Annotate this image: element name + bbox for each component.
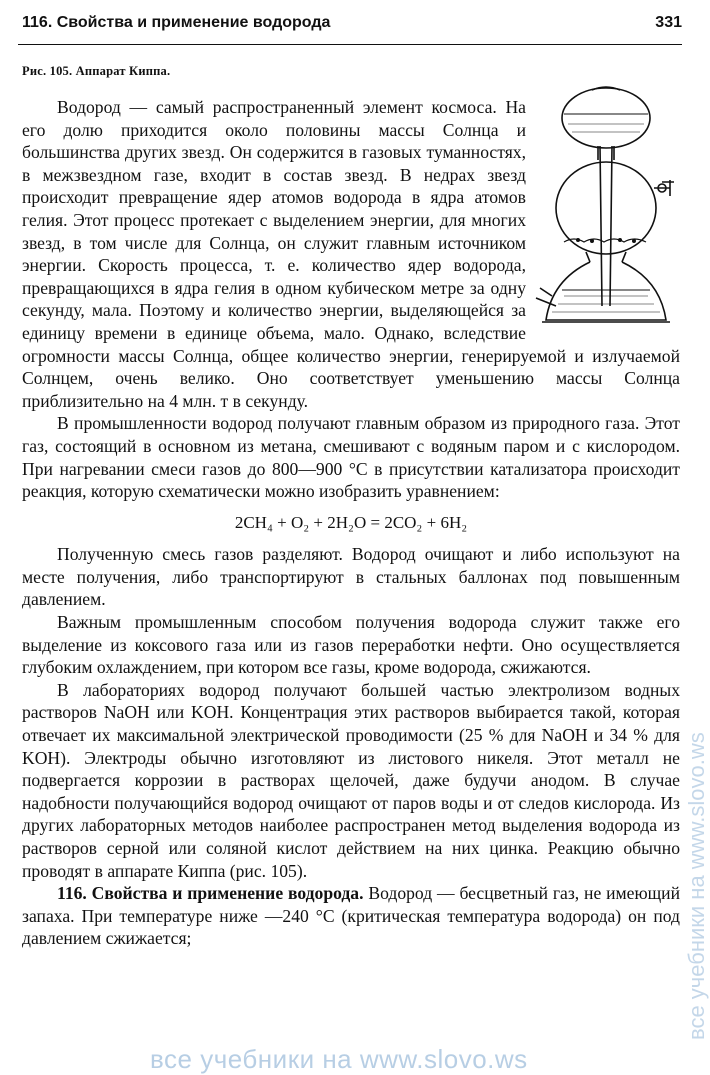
paragraph-2: В промышленности водород получают главным образом из природного газа. Этот газ, состоящий в основном из метана, смешивают с водяным паром и с кислородом. При нагревании смеси газов до 800—900 °С в присутствии катализатора происходит реакция, которую схематически можно изобразить уравнением: xyxy=(22,413,680,502)
watermark-side: все учебники на www.slovo.ws xyxy=(684,732,709,1040)
header-rule xyxy=(18,44,682,45)
page-number: 331 xyxy=(655,14,682,31)
kipp-apparatus-drawing xyxy=(534,84,680,330)
body-text xyxy=(22,96,680,950)
running-title: 116. Свойства и применение водорода xyxy=(22,14,331,31)
section-title: 116. Свойства и применение водорода. xyxy=(57,883,364,904)
paragraph-4: Важным промышленным способом получения водорода служит также его выделение из коксового газа или из газов переработки нефти. Оно осуществляется глубоким охлаждением, при котором все газы, кроме водорода, сжижаются. xyxy=(22,612,680,678)
paragraph-5: В лабораториях водород получают большей частью электролизом водных растворов NaOH или KOH. Концентрация этих растворов выбирается такой, которая отвечает их максимальной электрической проводимости (25 % для NaOH и 34 % для KOH). Электроды обычно изготовляют из листового никеля. Этот металл не подвергается коррозии в растворах щелочей, даже будучи анодом. В случае надобности получающийся водород очищают от паров воды и от следов кислорода. Из других лабораторных методов наиболее распространен метод выделения водорода из растворов серной или соляной кислот действием на них цинка. Реакцию обычно проводят в аппарате Киппа (рис. 105). xyxy=(22,679,680,881)
figure-caption: Рис. 105. Аппарат Киппа. xyxy=(22,64,171,78)
section-paragraph xyxy=(22,882,680,950)
paragraph-3: Полученную смесь газов разделяют. Водород очищают и либо используют на месте получения, либо транспортируют в стальных баллонах под повышенным давлением. xyxy=(22,544,680,610)
chemical-equation: 2CH₄ + O₂ + 2H₂O = 2CO₂ + 6H₂ xyxy=(234,512,468,532)
paragraph-1: Водород — самый распространенный элемент космоса. На его долю приходится около половины массы Солнца и большинства других звезд. Он содержится в газовых туманностях, в межзвездном газе, входит в состав звезд. В недрах звезд происходит превращение ядер атомов водорода в ядра атомов гелия. Этот процесс протекает с выделением энергии, для многих звезд, в том числе для Солнца, он служит главным источником энергии. Скорость процесса, т. е. количество ядер водорода, превращающихся в ядра гелия в одном кубическом метре за одну секунду, мала. Поэтому и количество энергии, выделяющейся за единицу времени в единице объема, мало. Однако, вследствие огромности массы Солнца, общее количество энергии, генерируемой и излучаемой Солнцем, очень велико. Оно соответствует уменьшению массы Солнца приблизительно на 4 млн. т в секунду. xyxy=(22,97,680,411)
kipp-apparatus-figure xyxy=(534,84,680,330)
section-text: Водород — бесцветный газ, не имеющий запаха. При температуре ниже —240 °С (критическая температура водорода) он под давлением сжижается; xyxy=(22,883,680,949)
page-header xyxy=(0,14,700,42)
watermark-bottom: все учебники на www.slovo.ws xyxy=(150,1044,528,1074)
